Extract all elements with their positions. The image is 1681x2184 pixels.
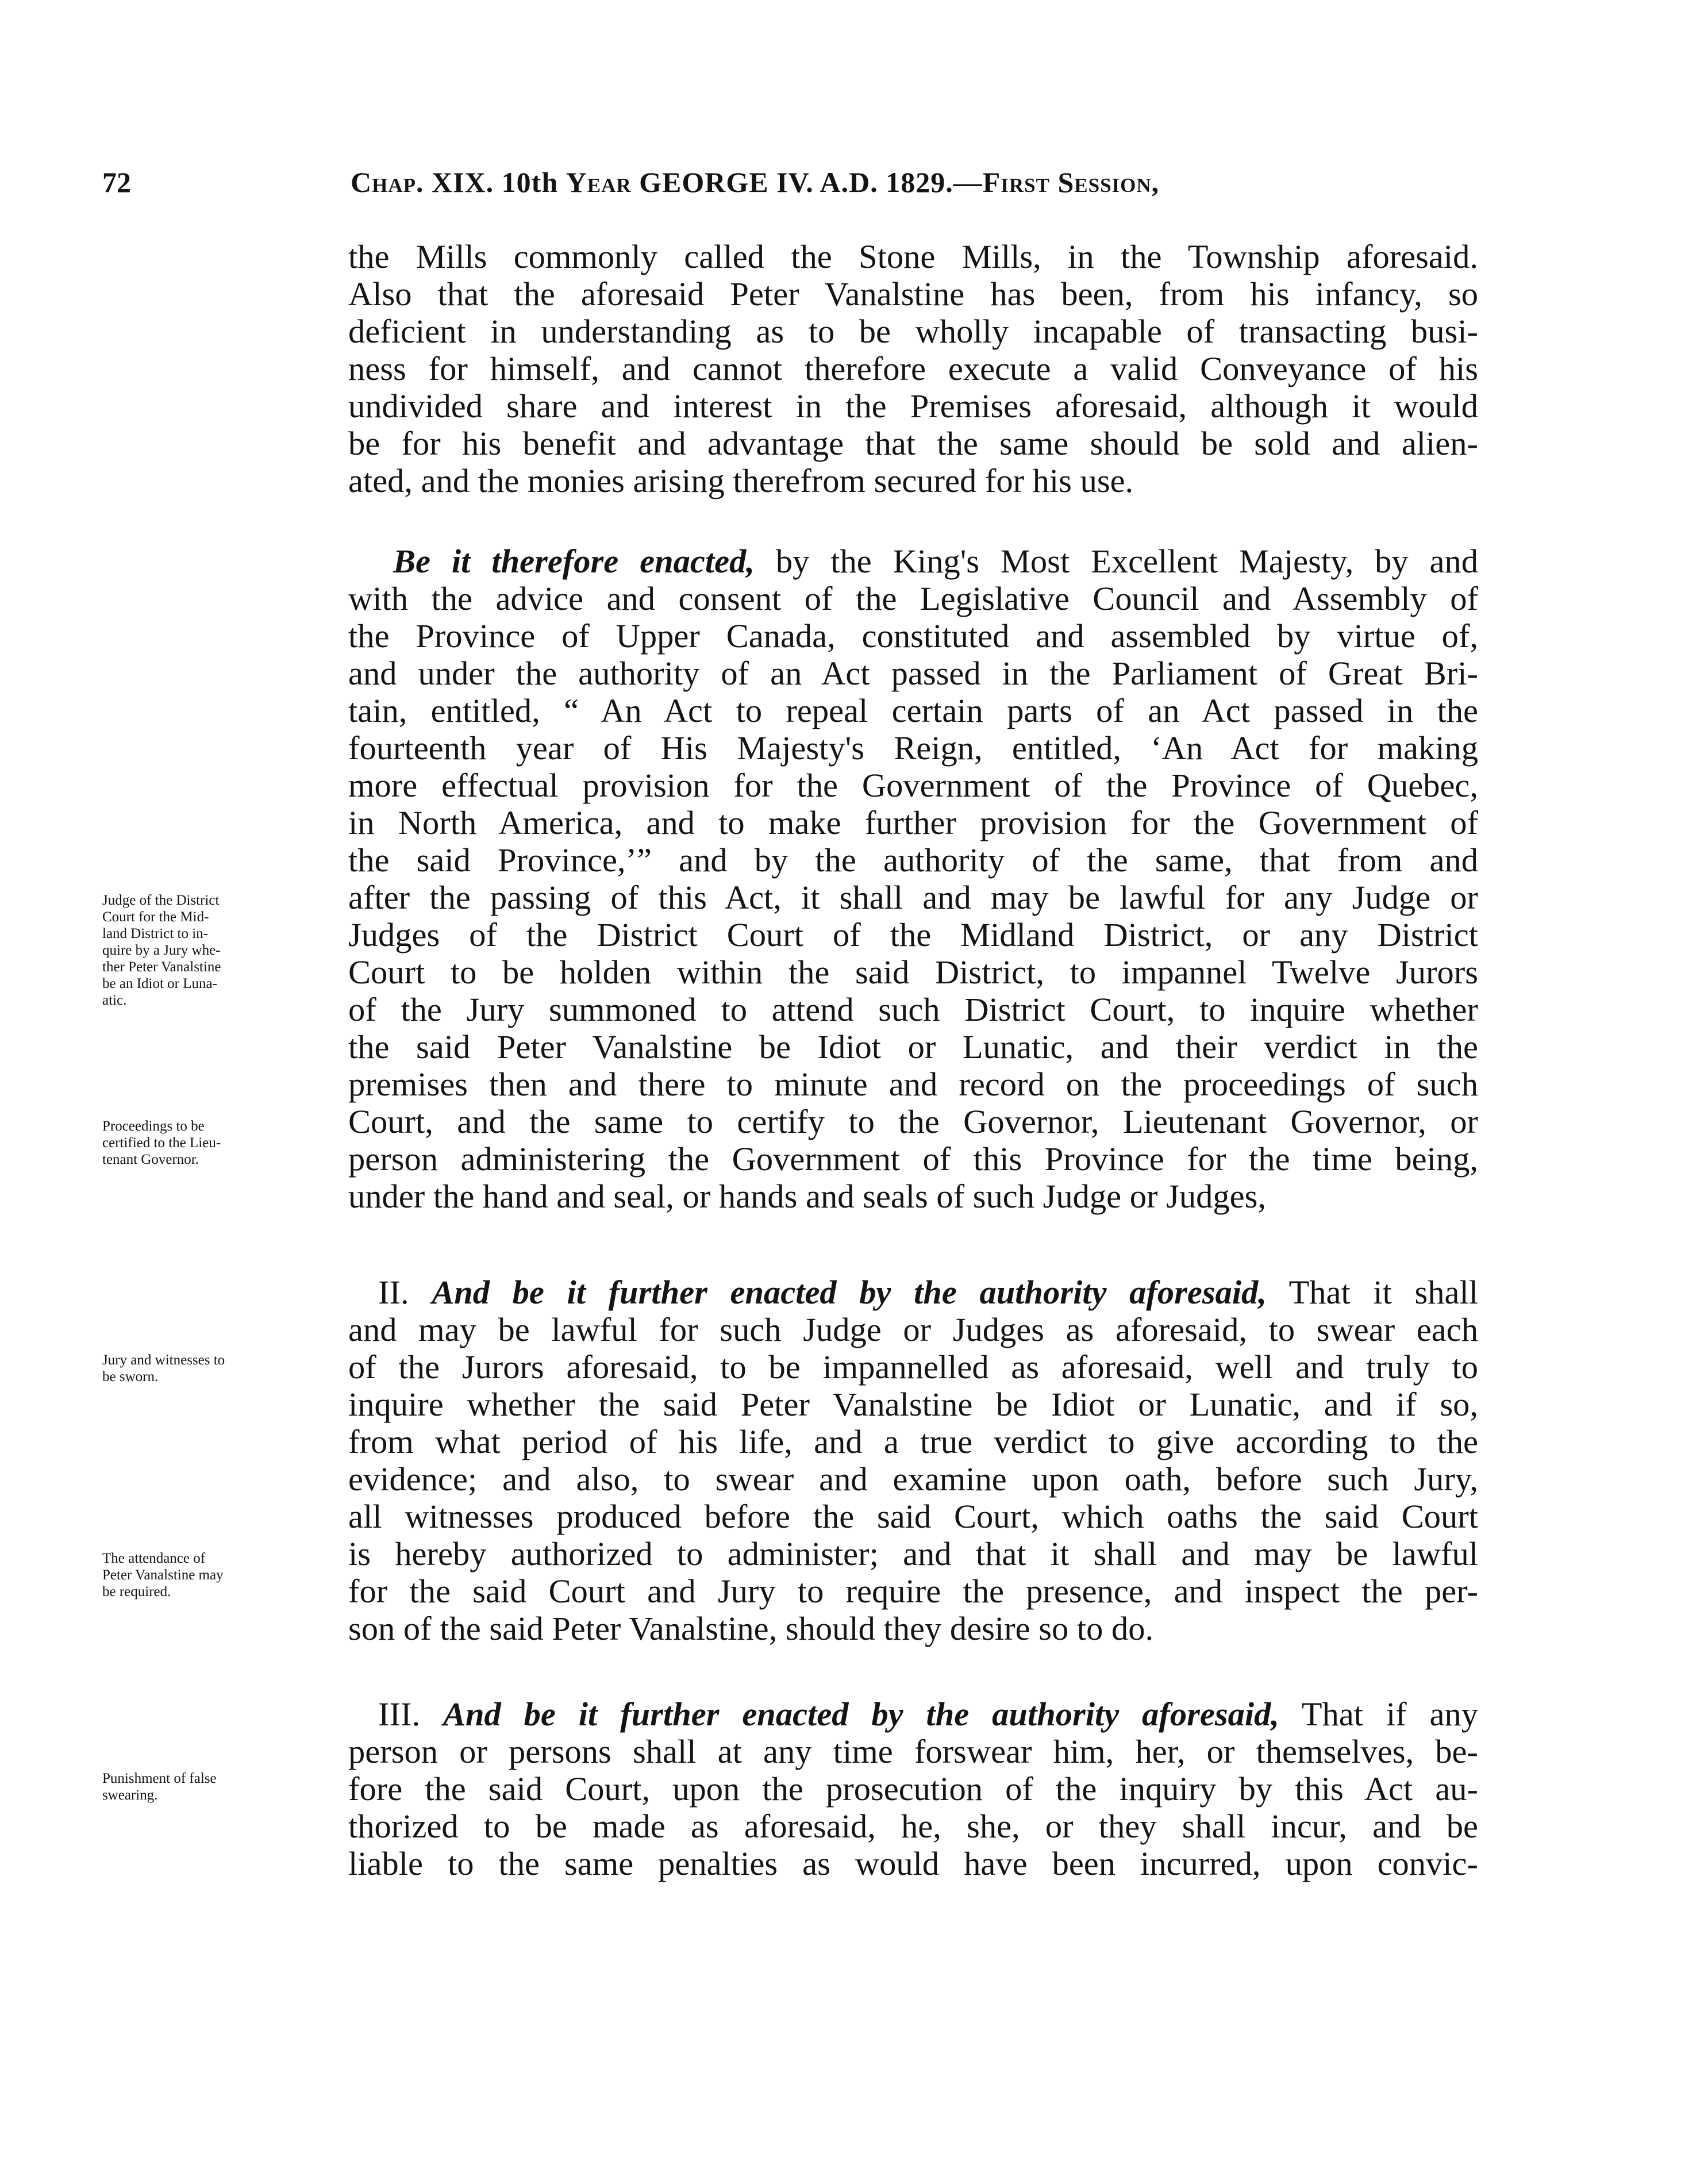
section-first-line: That it shall xyxy=(1267,1274,1478,1311)
preamble-paragraph xyxy=(348,238,1478,499)
text-line: premises then and there to minute and record on the proceedings of such xyxy=(348,1066,1478,1103)
text-line: the said Province,’” and by the authority of the same, that from and xyxy=(348,841,1478,879)
text-line: thorized to be made as aforesaid, he, she, or they shall incur, and be xyxy=(348,1808,1478,1845)
running-head-chap: Chap. xyxy=(351,166,424,198)
section-ii xyxy=(348,1274,1478,1647)
marginal-note-judge xyxy=(102,892,344,1009)
marginal-note-jury xyxy=(102,1352,344,1385)
marginal-line: land District to in- xyxy=(102,926,208,941)
text-line: Court to be holden within the said District, to impannel Twelve Jurors xyxy=(348,953,1478,991)
running-head xyxy=(351,166,1159,199)
marginal-line: certified to the Lieu- xyxy=(102,1135,221,1151)
marginal-note-punishment xyxy=(102,1770,344,1804)
text-line: liable to the same penalties as would have been incurred, upon convic- xyxy=(348,1845,1478,1882)
text-line: of the Jury summoned to attend such District Court, to inquire whether xyxy=(348,991,1478,1028)
text-line: inquire whether the said Peter Vanalstine be Idiot or Lunatic, and if so, xyxy=(348,1386,1478,1423)
text-line: tain, entitled, “ An Act to repeal certain parts of an Act passed in the xyxy=(348,692,1478,729)
marginal-line: Peter Vanalstine may xyxy=(102,1567,224,1583)
text-line: and may be lawful for such Judge or Judges as aforesaid, to swear each xyxy=(348,1311,1478,1348)
text-line: for the said Court and Jury to require the presence, and inspect the per- xyxy=(348,1572,1478,1610)
text-line: of the Jurors aforesaid, to be impannelled as aforesaid, well and truly to xyxy=(348,1348,1478,1386)
section-lead: And be it further enacted by the authority aforesaid, xyxy=(443,1695,1279,1733)
running-head-year: Year xyxy=(566,166,632,198)
text-line: from what period of his life, and a true verdict to give according to the xyxy=(348,1423,1478,1460)
marginal-line: The attendance of xyxy=(102,1551,206,1566)
section-lead: And be it further enacted by the authority aforesaid, xyxy=(432,1274,1267,1311)
section-iii xyxy=(348,1695,1478,1882)
marginal-line: atic. xyxy=(102,993,127,1008)
marginal-line: quire by a Jury whe- xyxy=(102,943,221,958)
text-line: after the passing of this Act, it shall and may be lawful for any Judge or xyxy=(348,879,1478,916)
marginal-note-attendance xyxy=(102,1550,344,1600)
text-line: fourteenth year of His Majesty's Reign, entitled, ‘An Act for making xyxy=(348,729,1478,767)
section-first-line: That if any xyxy=(1279,1695,1478,1733)
text-line xyxy=(348,1274,1478,1311)
text-line: more effectual provision for the Government of the Province of Quebec, xyxy=(348,767,1478,804)
marginal-line: Jury and witnesses to xyxy=(102,1352,225,1368)
marginal-line: Judge of the District xyxy=(102,893,220,908)
text-line: is hereby authorized to administer; and that it shall and may be lawful xyxy=(348,1535,1478,1572)
marginal-line: Punishment of false xyxy=(102,1771,217,1786)
text-line: ness for himself, and cannot therefore execute a valid Conveyance of his xyxy=(348,350,1478,387)
marginal-note-proceedings xyxy=(102,1118,344,1168)
running-head-chap-number: XIX. 10th xyxy=(424,166,566,198)
marginal-line: swearing. xyxy=(102,1787,158,1803)
text-line: person administering the Government of this Province for the time being, xyxy=(348,1140,1478,1178)
text-line: in North America, and to make further provision for the Government of xyxy=(348,804,1478,841)
marginal-line: Court for the Mid- xyxy=(102,909,209,925)
text-line: the Province of Upper Canada, constituted and assembled by virtue of, xyxy=(348,617,1478,655)
marginal-line: be sworn. xyxy=(102,1369,159,1385)
text-line: the Mills commonly called the Stone Mills, in the Township aforesaid. xyxy=(348,238,1478,275)
text-line xyxy=(348,1695,1478,1733)
marginal-line: tenant Governor. xyxy=(102,1152,199,1167)
text-line: Also that the aforesaid Peter Vanalstine has been, from his infancy, so xyxy=(348,275,1478,313)
text-line: the said Peter Vanalstine be Idiot or Lunatic, and their verdict in the xyxy=(348,1028,1478,1066)
text-line: Judges of the District Court of the Midland District, or any District xyxy=(348,916,1478,953)
marginal-line: ther Peter Vanalstine xyxy=(102,959,221,975)
text-line: Court, and the same to certify to the Governor, Lieutenant Governor, or xyxy=(348,1103,1478,1140)
text-line: evidence; and also, to swear and examine upon oath, before such Jury, xyxy=(348,1460,1478,1498)
text-line: and under the authority of an Act passed in the Parliament of Great Bri- xyxy=(348,655,1478,692)
text-line: deficient in understanding as to be wholly incapable of transacting busi- xyxy=(348,313,1478,350)
marginal-line: be required. xyxy=(102,1584,171,1599)
text-line: fore the said Court, upon the prosecution of the inquiry by this Act au- xyxy=(348,1770,1478,1808)
text-line: ated, and the monies arising therefrom secured for his use. xyxy=(348,462,1134,499)
marginal-line: Proceedings to be xyxy=(102,1118,205,1134)
page-number: 72 xyxy=(102,166,131,198)
text-line: under the hand and seal, or hands and seals of such Judge or Judges, xyxy=(348,1178,1266,1215)
marginal-line: be an Idiot or Luna- xyxy=(102,976,217,991)
text-line: be for his benefit and advantage that the same should be sold and alien- xyxy=(348,425,1478,462)
enacting-clause xyxy=(348,543,1478,1215)
text-line: son of the said Peter Vanalstine, should they desire so to do. xyxy=(348,1610,1154,1647)
section-number: II. xyxy=(378,1274,432,1311)
enacting-first-line: by the King's Most Excellent Majesty, by and xyxy=(754,543,1478,580)
text-line: undivided share and interest in the Premises aforesaid, although it would xyxy=(348,387,1478,425)
text-line xyxy=(348,543,1478,580)
running-head-title: GEORGE IV. A.D. 1829.— xyxy=(631,166,983,198)
text-line: with the advice and consent of the Legislative Council and Assembly of xyxy=(348,580,1478,617)
enacting-lead: Be it therefore enacted, xyxy=(393,543,755,580)
section-number: III. xyxy=(378,1695,443,1733)
text-line: all witnesses produced before the said Court, which oaths the said Court xyxy=(348,1498,1478,1535)
running-head-session: First Session, xyxy=(982,166,1160,198)
text-line: person or persons shall at any time forswear him, her, or themselves, be- xyxy=(348,1733,1478,1770)
